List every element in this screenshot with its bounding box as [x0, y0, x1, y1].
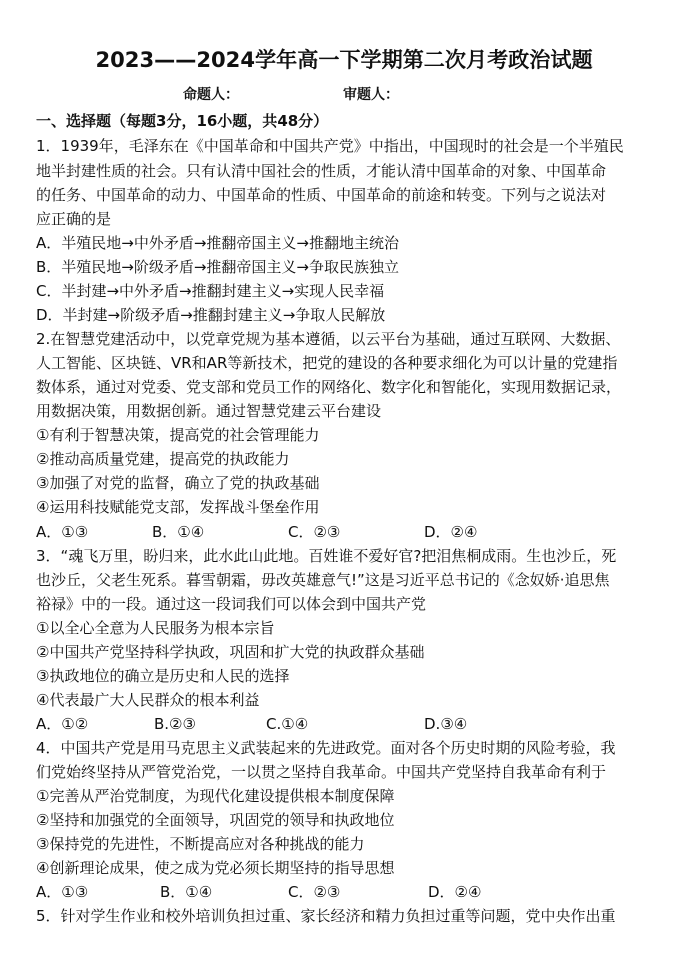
- q1-choice-b: B．半殖民地→阶级矛盾→推翻帝国主义→争取民族独立: [36, 258, 399, 276]
- q1-choice-a: A．半殖民地→中外矛盾→推翻帝国主义→推翻地主统治: [36, 234, 399, 252]
- q3-option-d: D.③④: [424, 715, 468, 733]
- q3-item-2: ②中国共产党坚持科学执政，巩固和扩大党的执政群众基础: [36, 643, 425, 661]
- q4-line-2: 们党始终坚持从严管党治党，一以贯之坚持自我革命。中国共产党坚持自我革命有利于: [36, 763, 607, 781]
- q2-option-d: D．②④: [424, 523, 478, 541]
- q4-item-4: ④创新理论成果，使之成为党必须长期坚持的指导思想: [36, 859, 395, 877]
- q3-line-1: 3．“魂飞万里，盼归来，此水此山此地。百姓谁不爱好官?把泪焦桐成雨。生也沙丘，死: [36, 547, 617, 565]
- q1-line-1: 1．1939年，毛泽东在《中国革命和中国共产党》中指出，中国现时的社会是一个半殖民: [36, 137, 624, 155]
- q1-line-4: 应正确的是: [36, 210, 112, 228]
- q1-choice-d: D．半封建→阶级矛盾→推翻封建主义→争取人民解放: [36, 306, 386, 324]
- q4-option-d: D．②④: [428, 883, 482, 901]
- q2-item-3: ③加强了对党的监督，确立了党的执政基础: [36, 474, 320, 492]
- q5-line-1: 5．针对学生作业和校外培训负担过重、家长经济和精力负担过重等问题，党中央作出重: [36, 907, 616, 925]
- q1-choice-c: C．半封建→中外矛盾→推翻封建主义→实现人民幸福: [36, 282, 385, 300]
- q2-line-2: 人工智能、区块链、VR和AR等新技术，把党的建设的各种要求细化为可以计量的党建指: [36, 354, 618, 372]
- reviewer-label: 审题人：: [343, 87, 399, 103]
- exam-title: 2023——2024学年高一下学期第二次月考政治试题: [95, 47, 593, 72]
- q3-item-1: ①以全心全意为人民服务为根本宗旨: [36, 619, 275, 637]
- q4-option-a: A．①③: [36, 883, 89, 901]
- q4-item-1: ①完善从严治党制度，为现代化建设提供根本制度保障: [36, 787, 395, 805]
- q2-item-2: ②推动高质量党建，提高党的执政能力: [36, 450, 290, 468]
- q2-option-a: A．①③: [36, 523, 89, 541]
- q2-line-4: 用数据决策，用数据创新。通过智慧党建云平台建设: [36, 402, 382, 420]
- q1-line-3: 的任务、中国革命的动力、中国革命的性质、中国革命的前途和转变。下列与之说法对: [36, 186, 607, 204]
- q4-option-b: B．①④: [160, 883, 213, 901]
- proposer-label: 命题人：: [183, 87, 239, 103]
- q3-option-c: C.①④: [266, 715, 309, 733]
- q3-item-4: ④代表最广大人民群众的根本利益: [36, 691, 260, 709]
- q2-item-4: ④运用科技赋能党支部，发挥战斗堡垒作用: [36, 498, 320, 516]
- q2-option-b: B．①④: [152, 523, 205, 541]
- q2-line-1: 2.在智慧党建活动中，以党章党规为基本遵循，以云平台为基础，通过互联网、大数据、: [36, 330, 621, 348]
- q4-item-3: ③保持党的先进性，不断提高应对各种挑战的能力: [36, 835, 365, 853]
- q3-item-3: ③执政地位的确立是历史和人民的选择: [36, 667, 290, 685]
- section-heading: 一、选择题（每题3分，16小题，共48分）: [36, 112, 329, 130]
- q3-line-3: 裕禄》中的一段。通过这一段词我们可以体会到中国共产党: [36, 595, 427, 613]
- q3-option-b: B.②③: [154, 715, 196, 733]
- q3-option-a: A．①②: [36, 715, 89, 733]
- q4-item-2: ②坚持和加强党的全面领导，巩固党的领导和执政地位: [36, 811, 395, 829]
- q2-item-1: ①有利于智慧决策，提高党的社会管理能力: [36, 426, 320, 444]
- q4-option-c: C．②③: [288, 883, 341, 901]
- q4-line-1: 4．中国共产党是用马克思主义武装起来的先进政党。面对各个历史时期的风险考验，我: [36, 739, 616, 757]
- q3-line-2: 也沙丘，父老生死系。暮雪朝霜，毋改英雄意气!”这是习近平总书记的《念奴娇·追思焦: [36, 571, 610, 589]
- q2-line-3: 数体系，通过对党委、党支部和党员工作的网络化、数字化和智能化，实现用数据记录，: [36, 378, 622, 396]
- q1-line-2: 地半封建性质的社会。只有认清中国社会的性质，才能认清中国革命的对象、中国革命: [36, 162, 607, 180]
- q2-option-c: C．②③: [288, 523, 341, 541]
